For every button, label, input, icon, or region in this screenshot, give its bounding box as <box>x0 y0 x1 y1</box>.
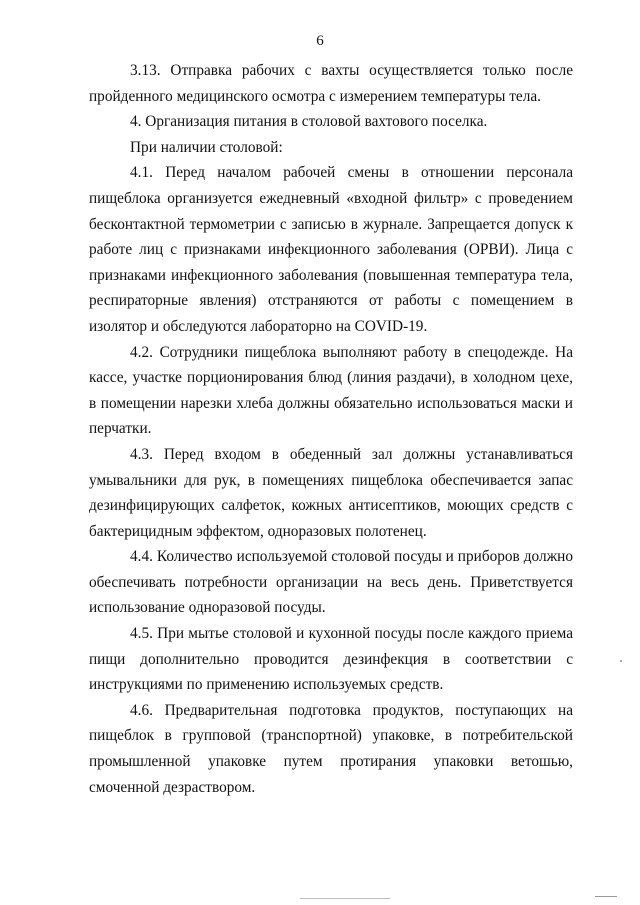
paragraph-4-4: 4.4. Количество используемой столовой посуды и приборов должно обеспечивать потребности организации на весь день. Приветствуется использование одноразовой посуды. <box>89 548 573 617</box>
paragraph-4-3: 4.3. Перед входом в обеденный зал должны устанавливаться умывальники для рук, в помещениях пищеблока обеспечивается запас дезинфицирующих салфеток, кожных антисептиков, моющих средств с бактерицидным эффектом, одноразовых полотенец. <box>89 445 573 540</box>
paragraph-4-6: 4.6. Предварительная подготовка продуктов, поступающих на пищеблок в групповой (транспортной) упаковке, в потребительской промышленной упаковке путем протирания упаковки ветошью, смоченной дезраствором. <box>89 701 573 796</box>
page-number: 6 <box>316 33 324 49</box>
scan-mark-bottom-right <box>595 896 617 897</box>
document-body <box>89 58 573 800</box>
heading-section-4: 4. Организация питания в столовой вахтового поселка. <box>130 113 488 131</box>
paragraph-4-2: 4.2. Сотрудники пищеблока выполняют работу в спецодежде. На кассе, участке порционирования блюд (линия раздачи), в холодном цехе, в помещении нарезки хлеба должны обязательно использоваться маски и перчатки. <box>89 343 573 438</box>
scan-mark-right-edge <box>620 660 622 662</box>
scan-mark-bottom-left <box>300 898 390 899</box>
paragraph-4-5: 4.5. При мытье столовой и кухонной посуды после каждого приема пищи дополнительно проводится дезинфекция в соответствии с инструкциями по применению используемых средств. <box>89 625 573 694</box>
paragraph-3-13: 3.13. Отправка рабочих с вахты осуществляется только после пройденного медицинского осмотра с измерением температуры тела. <box>89 62 573 105</box>
paragraph-4-1: 4.1. Перед началом рабочей смены в отношении персонала пищеблока организуется ежедневный «входной фильтр» с проведением бесконтактной термометрии с записью в журнале. Запрещается допуск к работе лиц с признаками инфекционного заболевания (ОРВИ). Лица с признаками инфекционного заболевания (повышенная температура тела, респираторные явления) отстраняются от работы с помещением в изолятор и обследуются лабораторно на COVID-19. <box>89 164 573 335</box>
paragraph-canteen-condition: При наличии столовой: <box>130 138 283 156</box>
